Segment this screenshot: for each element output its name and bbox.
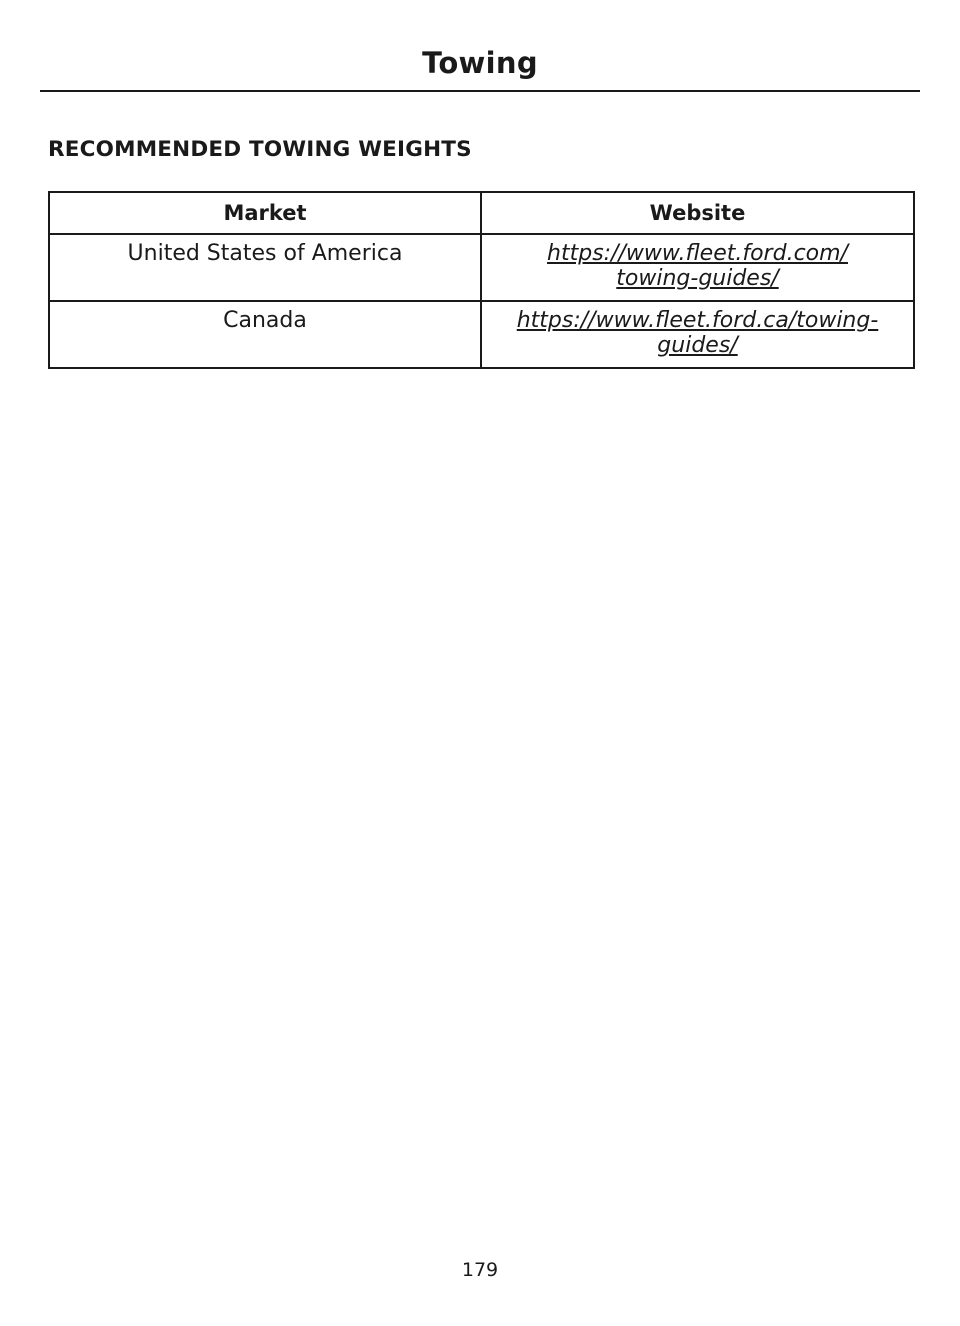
website-link-line: https://www.fleet.ford.com/	[547, 241, 848, 266]
table-row	[49, 234, 914, 301]
column-header-market: Market	[49, 192, 481, 234]
towing-weights-table	[48, 191, 915, 369]
table-row	[49, 301, 914, 368]
page-number: 179	[461, 1259, 499, 1281]
market-cell: Canada	[49, 301, 481, 368]
column-header-website: Website	[481, 192, 914, 234]
page-title: Towing	[422, 46, 538, 80]
table-header-row	[49, 192, 914, 234]
website-link-usa[interactable]	[547, 241, 848, 291]
website-link-line: https://www.fleet.ford.ca/towing-	[516, 308, 879, 333]
page-header	[40, 40, 920, 92]
market-cell: United States of America	[49, 234, 481, 301]
section-heading: RECOMMENDED TOWING WEIGHTS	[48, 137, 472, 162]
website-link-line: towing-guides/	[616, 266, 779, 291]
website-cell	[481, 234, 914, 301]
website-cell	[481, 301, 914, 368]
website-link-line: guides/	[657, 333, 738, 358]
website-link-canada[interactable]	[517, 308, 879, 358]
